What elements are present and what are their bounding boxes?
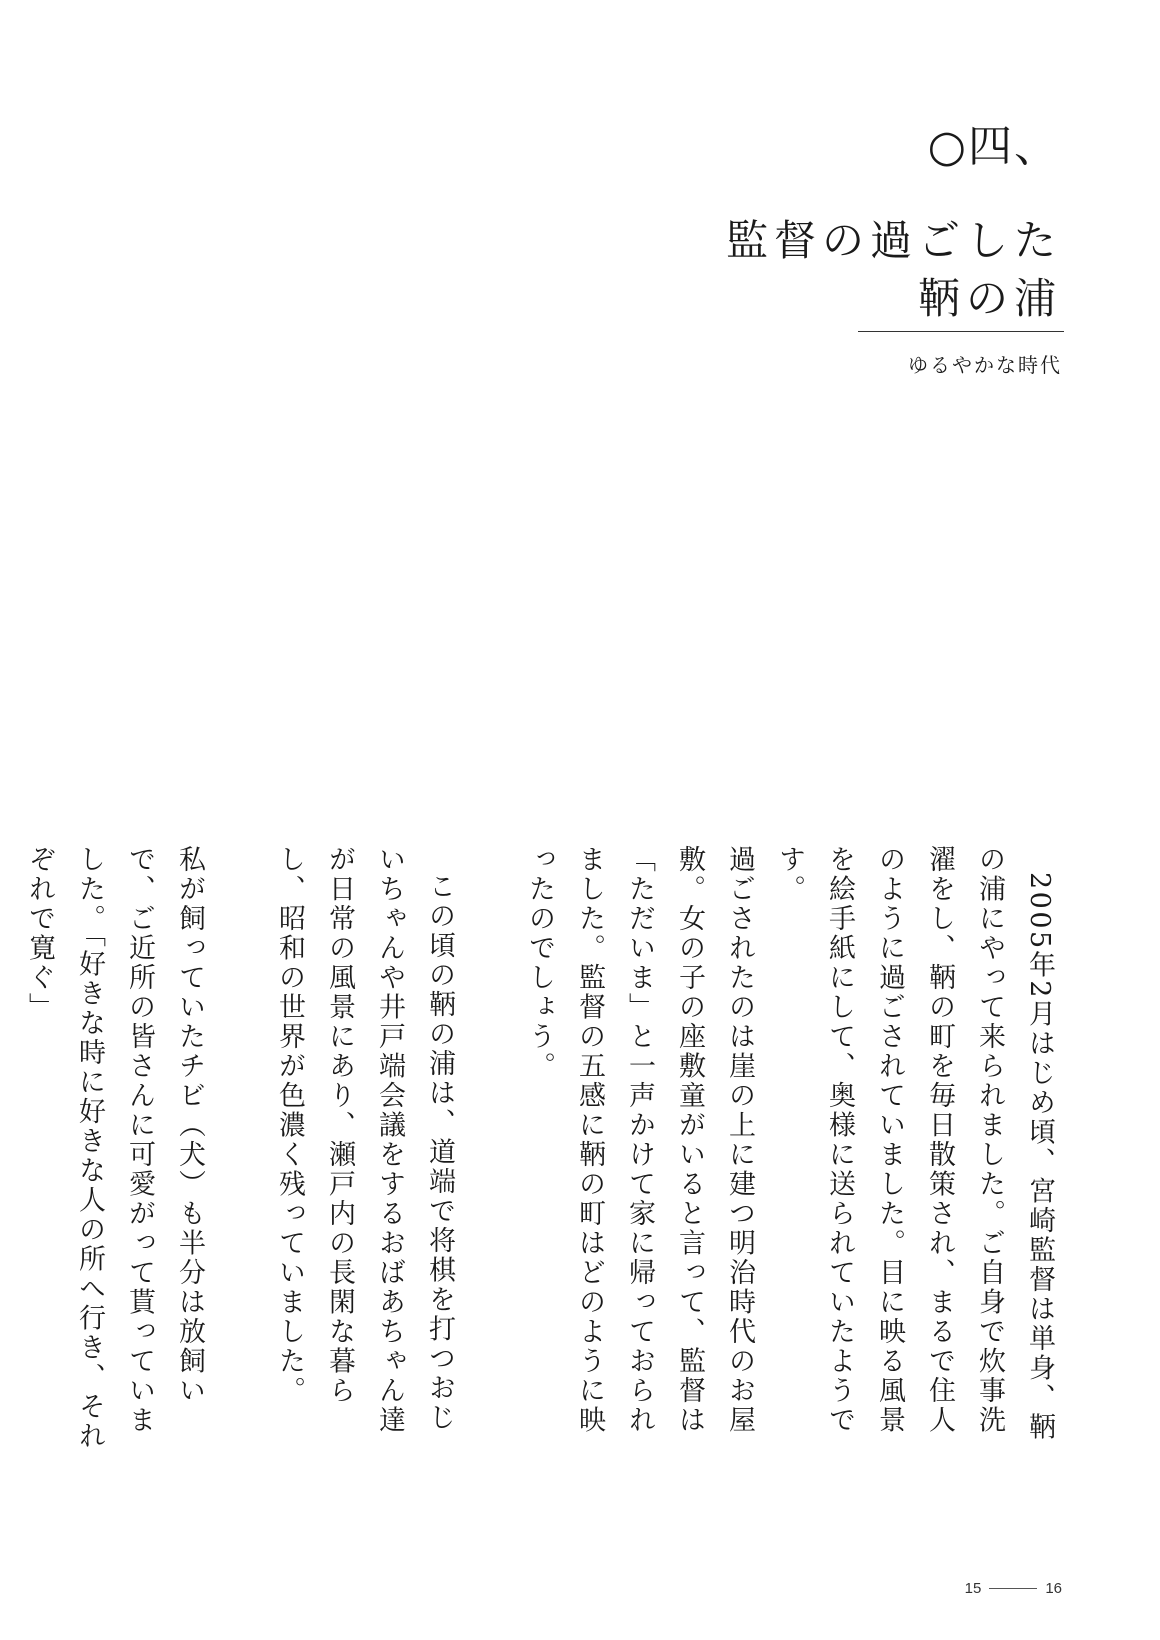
chapter-title-line-2: 鞆の浦 <box>917 274 1062 323</box>
title-divider <box>858 331 1064 332</box>
chapter-title-line-1: 監督の過ごした <box>725 216 1062 265</box>
page-numbers <box>965 1580 1062 1597</box>
chapter-number: ○四、 <box>927 121 1060 172</box>
body-paragraph-4: 私が飼っていたチビ（犬）も半分は放飼いで、ご近所の皆さんに可愛がって貰っていました。「好きな時に好きな人の所へ行き、それぞれで寛ぐ」 <box>24 845 205 1451</box>
body-paragraph-1: 2005年2月はじめ頃、宮崎監督は単身、鞆の浦にやって来られました。ご自身で炊事洗濯をし、鞆の町を毎日散策され、まるで住人のように過ごされていました。目に映る風景を絵手紙にして、奥様に送られていたようです。 <box>774 845 1055 1443</box>
page-number-left: 15 <box>964 1580 982 1597</box>
body-paragraph-2: 過ごされたのは崖の上に建つ明治時代のお屋敷。女の子の座敷童がいると言って、監督は「ただいま」と一声かけて家に帰っておられました。監督の五感に鞆の町はどのように映ったのでしょう。 <box>524 845 755 1435</box>
page-number-separator <box>989 1588 1037 1589</box>
chapter-title <box>642 212 1062 328</box>
vertical-body-text <box>24 845 1064 1455</box>
page-number-right: 16 <box>1045 1580 1062 1597</box>
chapter-subtitle: ゆるやかな時代 <box>908 353 1062 377</box>
body-paragraph-3: この頃の鞆の浦は、道端で将棋を打つおじいちゃんや井戸端会議をするおばあちゃん達が日常の風景にあり、瀬戸内の長閑な暮らし、昭和の世界が色濃く残っていました。 <box>274 845 455 1435</box>
